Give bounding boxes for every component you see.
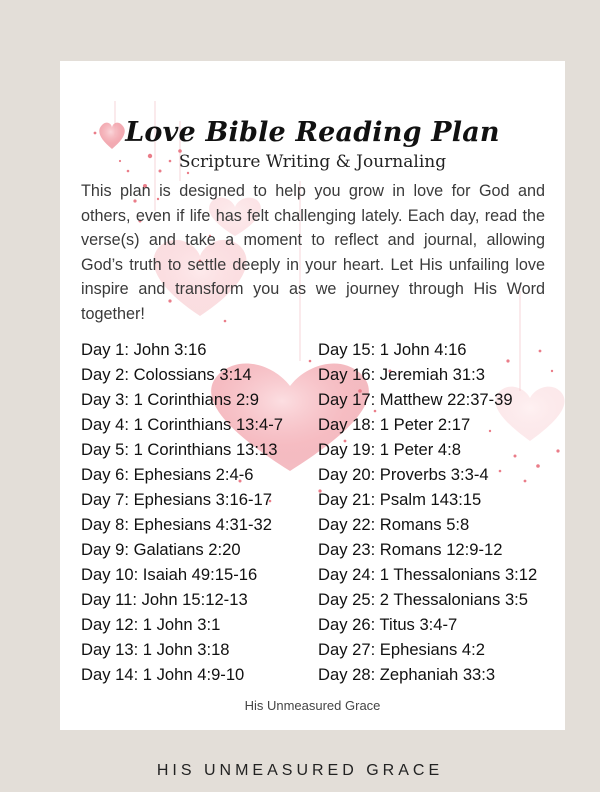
page-signature: His Unmeasured Grace [244, 698, 381, 713]
page-subtitle: Scripture Writing & Journaling [178, 152, 447, 172]
reading-day: Day 22: Romans 5:8 [318, 515, 470, 534]
reading-day: Day 11: John 15:12-13 [81, 590, 248, 609]
reading-day: Day 7: Ephesians 3:16-17 [81, 490, 272, 509]
reading-day: Day 15: 1 John 4:16 [318, 340, 467, 359]
brand-footer: HIS UNMEASURED GRACE [156, 762, 444, 779]
reading-day: Day 1: John 3:16 [81, 340, 207, 359]
reading-day: Day 19: 1 Peter 4:8 [318, 440, 461, 459]
reading-day: Day 13: 1 John 3:18 [81, 640, 230, 659]
reading-day: Day 12: 1 John 3:1 [81, 615, 221, 634]
reading-day: Day 25: 2 Thessalonians 3:5 [318, 590, 529, 609]
reading-day: Day 5: 1 Corinthians 13:13 [81, 440, 278, 459]
page-title: Love Bible Reading Plan [125, 117, 500, 148]
reading-day: Day 2: Colossians 3:14 [81, 365, 252, 384]
reading-day: Day 9: Galatians 2:20 [81, 540, 241, 559]
reading-day: Day 3: 1 Corinthians 2:9 [81, 390, 260, 409]
reading-day: Day 28: Zephaniah 33:3 [318, 665, 496, 684]
intro-paragraph: This plan is designed to help you grow in love for God and others, even if life has felt challenging lately. Each day, read the verse(s) and take a moment to reflect and journal, allowing God’s truth to settle deeply in your heart. Let His unfailing love inspire and transform you as we journey through His Word together! [81, 182, 545, 323]
reading-day: Day 17: Matthew 22:37-39 [318, 390, 513, 409]
reading-day: Day 21: Psalm 143:15 [318, 490, 482, 509]
reading-day: Day 16: Jeremiah 31:3 [318, 365, 485, 384]
reading-day: Day 26: Titus 3:4-7 [318, 615, 458, 634]
reading-day: Day 20: Proverbs 3:3-4 [318, 465, 489, 484]
reading-day: Day 27: Ephesians 4:2 [318, 640, 485, 659]
reading-day: Day 6: Ephesians 2:4-6 [81, 465, 254, 484]
reading-day: Day 24: 1 Thessalonians 3:12 [318, 565, 538, 584]
reading-day: Day 14: 1 John 4:9-10 [81, 665, 245, 684]
reading-list-right [318, 337, 537, 687]
reading-day: Day 23: Romans 12:9-12 [318, 540, 503, 559]
reading-day: Day 8: Ephesians 4:31-32 [81, 515, 272, 534]
reading-list-left [81, 337, 283, 687]
reading-day: Day 10: Isaiah 49:15-16 [81, 565, 258, 584]
reading-day: Day 4: 1 Corinthians 13:4-7 [81, 415, 284, 434]
printable-page [60, 61, 565, 730]
reading-day: Day 18: 1 Peter 2:17 [318, 415, 471, 434]
